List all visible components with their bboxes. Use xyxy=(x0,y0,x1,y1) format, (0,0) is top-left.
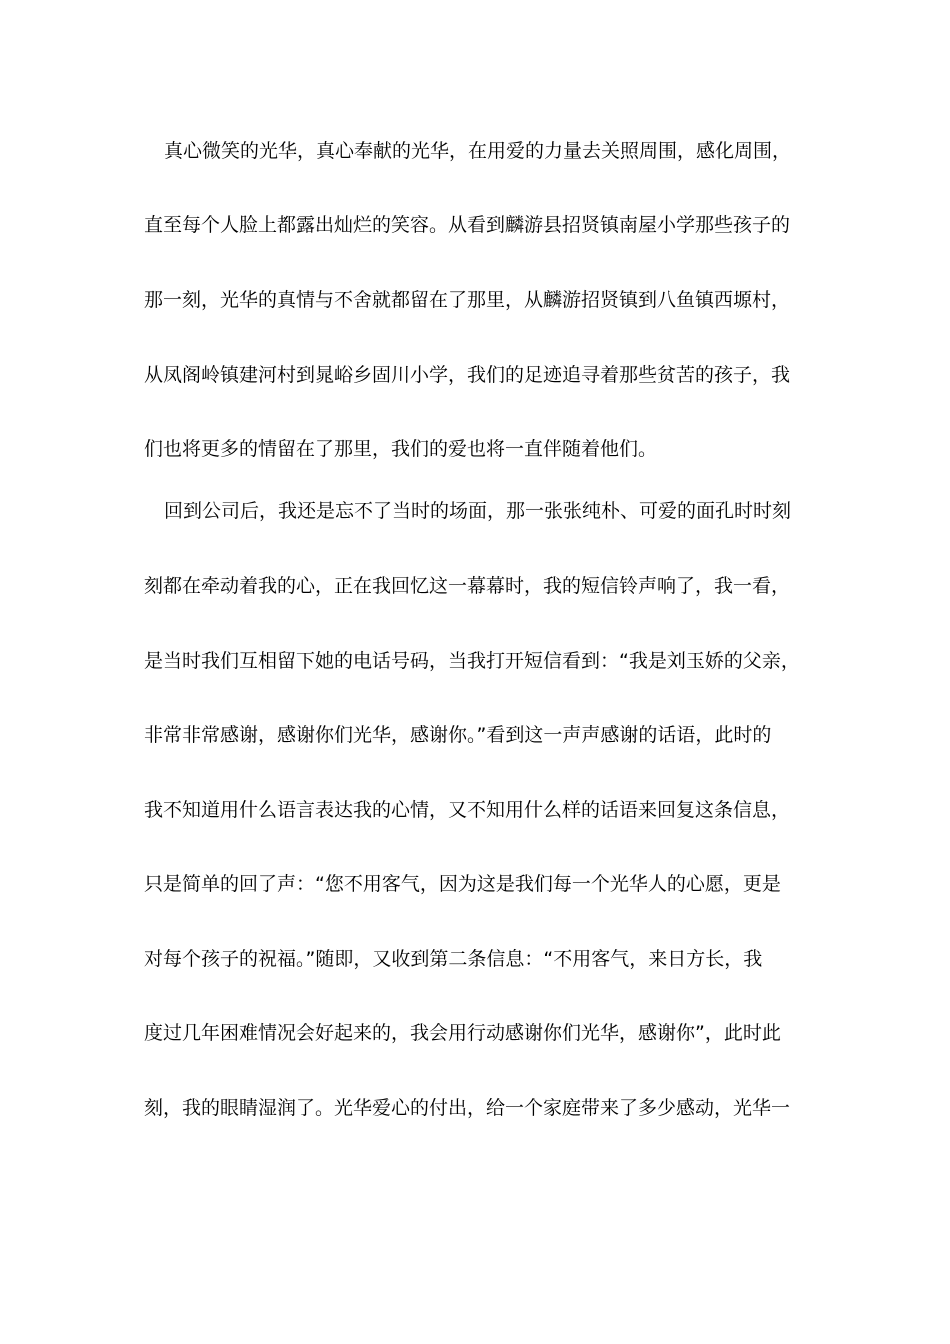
paragraph-1-line-3: 那一刻，光华的真情与不舍就都留在了那里，从麟游招贤镇到八鱼镇西塬村， xyxy=(144,289,791,311)
paragraph-1-line-1: 真心微笑的光华，真心奉献的光华，在用爱的力量去关照周围，感化周围， xyxy=(164,140,792,162)
paragraph-1-line-4: 从凤阁岭镇建河村到晁峪乡固川小学，我们的足迹追寻着那些贫苦的孩子，我 xyxy=(144,364,791,386)
paragraph-2-line-2: 刻都在牵动着我的心，正在我回忆这一幕幕时，我的短信铃声响了，我一看， xyxy=(144,575,791,597)
paragraph-2-line-8: 度过几年困难情况会好起来的，我会用行动感谢你们光华，感谢你”，此时此 xyxy=(144,1022,781,1044)
paragraph-2-line-7: 对每个孩子的祝福。”随即，又收到第二条信息：“不用客气，来日方长，我 xyxy=(144,948,763,970)
paragraph-1-line-2: 直至每个人脸上都露出灿烂的笑容。从看到麟游县招贤镇南屋小学那些孩子的 xyxy=(144,214,791,236)
paragraph-2-line-3: 是当时我们互相留下她的电话号码，当我打开短信看到：“我是刘玉娇的父亲， xyxy=(144,650,800,672)
paragraph-2-line-4: 非常非常感谢，感谢你们光华，感谢你。”看到这一声声感谢的话语，此时的 xyxy=(144,724,772,746)
paragraph-2-line-9: 刻，我的眼睛湿润了。光华爱心的付出，给一个家庭带来了多少感动，光华一 xyxy=(144,1097,791,1119)
paragraph-2-line-5: 我不知道用什么语言表达我的心情，又不知用什么样的话语来回复这条信息， xyxy=(144,799,791,821)
paragraph-2-line-6: 只是简单的回了声：“您不用客气，因为这是我们每一个光华人的心愿，更是 xyxy=(144,873,781,895)
paragraph-2-line-1: 回到公司后，我还是忘不了当时的场面，那一张张纯朴、可爱的面孔时时刻 xyxy=(164,500,792,522)
paragraph-1-line-5: 们也将更多的情留在了那里，我们的爱也将一直伴随着他们。 xyxy=(144,438,658,460)
